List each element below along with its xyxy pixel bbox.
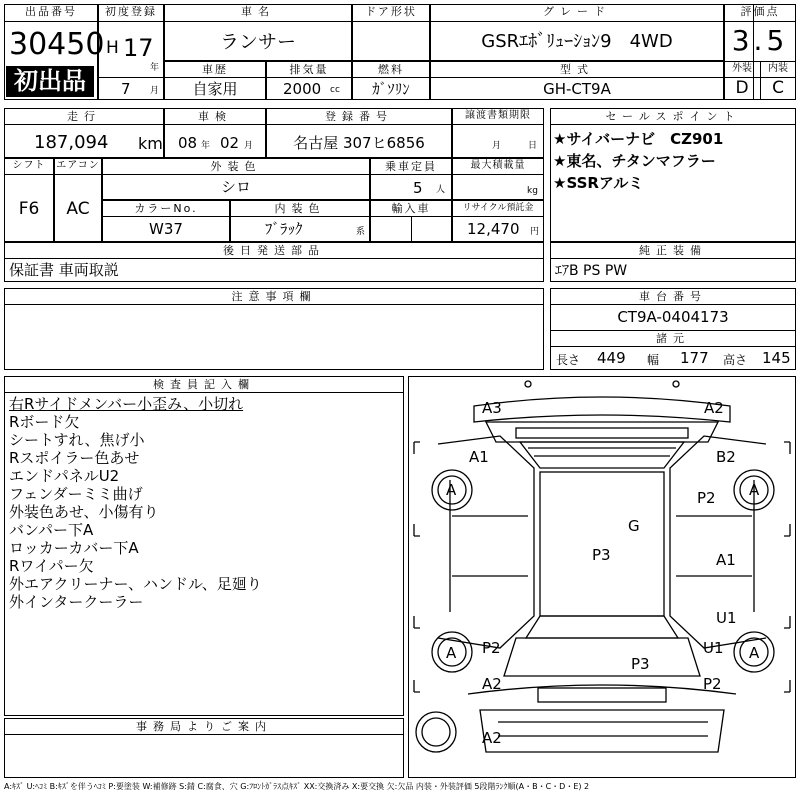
- later-parts-label: 後日発送部品: [223, 244, 325, 257]
- inspection-label: 車検: [198, 110, 232, 123]
- transfer-label: 譲渡書類期限: [465, 110, 531, 121]
- mark-a2-top: A2: [704, 399, 724, 417]
- recycle-unit: 円: [530, 227, 540, 237]
- capacity-value: 5: [413, 179, 423, 197]
- load-label: 最大積載量: [470, 160, 526, 171]
- ac-value: AC: [66, 199, 90, 219]
- fuel-label: 燃料: [378, 63, 404, 76]
- footer-legend: A:ｷｽﾞ U:ﾍｺﾐ B:ｷｽﾞを伴うﾍｺﾐ P:要塗装 W:補修跡 S:錆 C:腐食、穴 G:ﾌﾛﾝﾄｶﾞﾗｽ点ｷｽﾞ XX:交換済み X:要交換 欠:欠品 内装・外装評価 5段階ﾗﾝｸ順(A・B・C・D・E) 2: [4, 782, 590, 791]
- exterior-grade: D: [735, 78, 749, 98]
- transfer-day-unit: 日: [528, 141, 538, 151]
- car-name-label: 車名: [241, 5, 275, 18]
- equipment-label: 純正装備: [639, 244, 707, 257]
- mark-u1-rear: U1: [703, 639, 724, 657]
- remark-line: Rワイパー欠: [9, 557, 94, 575]
- score-value: 3.5: [731, 24, 789, 57]
- sales-points-label: セールスポイント: [605, 110, 741, 123]
- mark-g: G: [628, 517, 640, 535]
- mark-u1-right: U1: [716, 609, 737, 627]
- year-unit: 年: [150, 63, 160, 73]
- remark-line: Rスポイラー色あせ: [9, 449, 140, 467]
- interior-label: 内装: [768, 63, 788, 74]
- inspection-month: 02: [220, 134, 240, 152]
- later-parts-value: 保証書 車両取説: [9, 261, 119, 279]
- remark-line: シートすれ、焦げ小: [9, 431, 145, 449]
- score-label: 評価点: [740, 5, 780, 18]
- grade-label: グレード: [543, 5, 611, 18]
- displacement-label: 排気量: [289, 63, 329, 76]
- inspector-label: 検査員記入欄: [153, 378, 255, 391]
- ext-color-value: シロ: [220, 178, 251, 196]
- ac-label: エアコン: [56, 160, 100, 171]
- lot-label: 出品番号: [25, 5, 77, 18]
- lot-number: 30450: [9, 27, 105, 62]
- capacity-label: 乗車定員: [385, 160, 437, 173]
- int-color-value: ﾌﾞﾗｯｸ: [265, 220, 303, 238]
- recycle-label: リサイクル預託金: [462, 203, 534, 213]
- door-label: ドア形状: [365, 5, 417, 18]
- remark-line: Rボード欠: [9, 413, 80, 431]
- remark-line: 外エアクリーナー、ハンドル、足廻り: [9, 575, 262, 593]
- sales-point-1: ★サイバーナビ CZ901: [553, 130, 724, 148]
- first-reg-label: 初度登録: [105, 5, 157, 18]
- remark-line: 外インタークーラー: [9, 593, 144, 611]
- first-listing-text: 初出品: [14, 67, 86, 95]
- capacity-unit: 人: [436, 185, 446, 195]
- displacement-value: 2000: [283, 80, 322, 98]
- exterior-label: 外装: [732, 63, 752, 74]
- mileage-unit: km: [138, 134, 163, 153]
- remark-line: 右Rサイドメンバー小歪み、小切れ: [9, 395, 244, 413]
- int-color-label: 内装色: [274, 202, 326, 215]
- import-label: 輸入車: [391, 202, 431, 215]
- notes-label: 注意事項欄: [231, 290, 317, 303]
- mark-p3-trunk: P3: [631, 655, 650, 673]
- mark-a2-left: A2: [482, 675, 502, 693]
- mark-p2-left: P2: [482, 639, 501, 657]
- width-label: 幅: [647, 353, 660, 367]
- cc-unit: cc: [330, 85, 340, 95]
- ext-color-label: 外装色: [210, 160, 262, 173]
- plate-label: 登録番号: [325, 110, 393, 123]
- mark-wheel-a-fr: A: [749, 481, 760, 499]
- inspection-year-unit: 年: [201, 141, 211, 151]
- grade-value: GSRｴﾎﾞﾘｭｰｼｮﾝ9 4WD: [481, 31, 673, 52]
- mark-p2-right-top: P2: [697, 489, 716, 507]
- fuel-value: ｶﾞｿﾘﾝ: [372, 80, 410, 98]
- history-value: 自家用: [192, 80, 238, 98]
- remark-line: バンパー下A: [9, 521, 94, 539]
- dims-label: 諸元: [656, 332, 690, 345]
- remark-line: 外装色あせ、小傷有り: [9, 503, 159, 521]
- mark-a2-bottom: A2: [482, 729, 502, 747]
- height-value: 145: [762, 349, 791, 367]
- inspection-year: 08: [178, 134, 198, 152]
- mileage-value: 187,094: [34, 132, 109, 153]
- load-unit: kg: [527, 186, 538, 196]
- remark-line: エンドパネルU2: [9, 467, 120, 485]
- month-unit: 月: [150, 86, 160, 96]
- width-value: 177: [680, 349, 709, 367]
- era: H: [106, 38, 119, 58]
- mark-a1-left: A1: [469, 448, 489, 466]
- interior-grade: C: [772, 78, 784, 98]
- mark-wheel-a-fl: A: [446, 481, 457, 499]
- shift-label: シフト: [12, 160, 46, 171]
- transfer-month-unit: 月: [492, 141, 502, 151]
- height-label: 高さ: [723, 353, 748, 367]
- mark-p3-roof: P3: [592, 546, 611, 564]
- mark-a3: A3: [482, 399, 502, 417]
- car-diagram: [408, 376, 796, 778]
- equipment-value: ｴｱB PS PW: [555, 263, 628, 279]
- int-color-unit: 系: [356, 227, 366, 237]
- inspection-month-unit: 月: [244, 141, 254, 151]
- length-value: 449: [597, 349, 626, 367]
- reg-month: 7: [121, 80, 131, 98]
- mark-p2-right-bottom: P2: [703, 675, 722, 693]
- mark-wheel-a-rl: A: [446, 644, 457, 662]
- remark-line: ロッカーカバー下A: [9, 539, 139, 557]
- mark-b2: B2: [716, 448, 736, 466]
- shift-value: F6: [18, 199, 40, 219]
- sales-point-3: ★SSRアルミ: [553, 174, 644, 192]
- recycle-value: 12,470: [467, 220, 520, 238]
- color-no-label: カラーNo.: [134, 202, 198, 215]
- mark-wheel-a-rr: A: [749, 644, 760, 662]
- office-label: 事務局よりご案内: [136, 720, 272, 733]
- model-value: GH-CT9A: [543, 80, 611, 98]
- length-label: 長さ: [556, 353, 581, 367]
- history-label: 車歴: [202, 63, 228, 76]
- mileage-label: 走行: [67, 110, 101, 123]
- chassis-label: 車台番号: [639, 290, 707, 303]
- car-name: ランサー: [219, 31, 296, 53]
- mark-a1-right: A1: [716, 551, 736, 569]
- sales-point-2: ★東名、チタンマフラー: [553, 152, 716, 170]
- plate-value: 名古屋 307ヒ6856: [293, 134, 425, 152]
- model-label: 型式: [560, 63, 594, 76]
- remark-line: フェンダーミミ曲げ: [9, 485, 143, 503]
- color-no-value: W37: [149, 220, 183, 238]
- chassis-number: CT9A-0404173: [617, 308, 729, 326]
- reg-year: 17: [123, 34, 154, 62]
